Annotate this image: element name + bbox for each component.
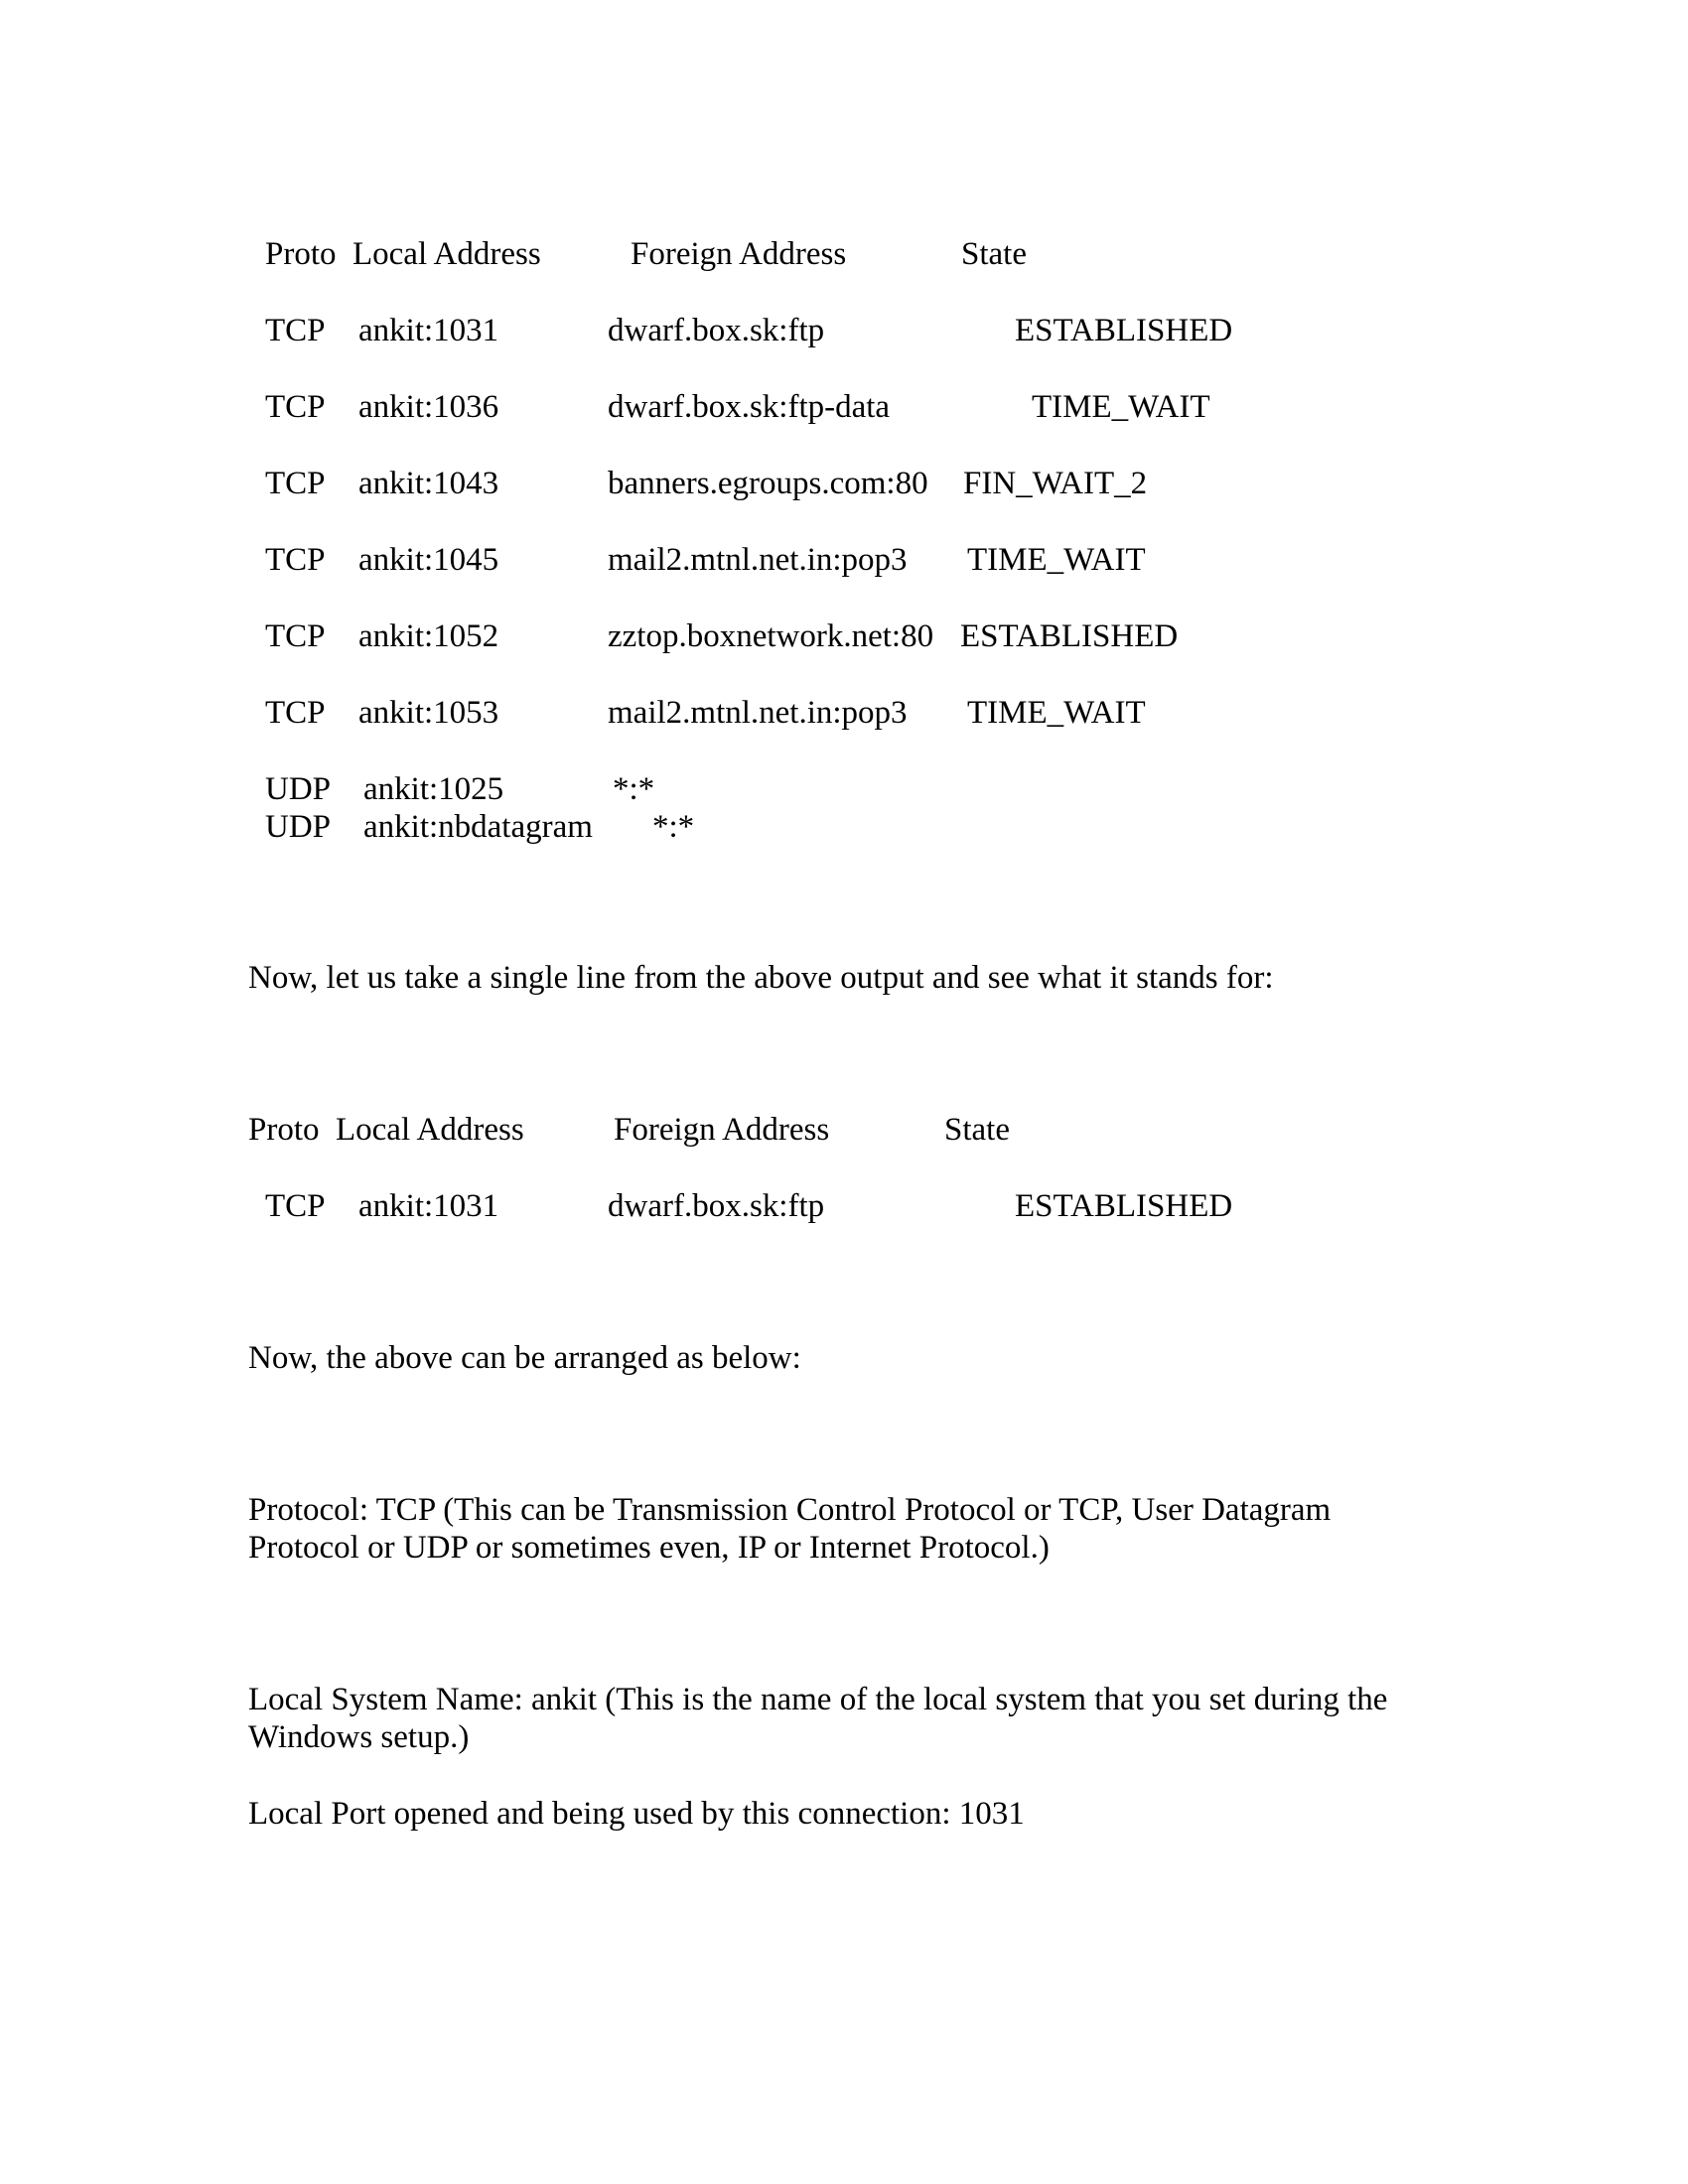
cell-foreign-address: banners.egroups.com:80 bbox=[608, 466, 928, 501]
cell-proto: TCP bbox=[265, 618, 326, 654]
cell-local-address: ankit:nbdatagram bbox=[363, 809, 593, 845]
cell-local-address: ankit:1031 bbox=[358, 1188, 499, 1224]
cell-foreign-address: dwarf.box.sk:ftp-data bbox=[608, 389, 891, 425]
cell-state: FIN_WAIT_2 bbox=[963, 466, 1148, 501]
header-state: State bbox=[944, 1112, 1010, 1148]
cell-foreign-address: mail2.mtnl.net.in:pop3 bbox=[608, 542, 908, 578]
header-local-address: Local Address bbox=[352, 236, 541, 272]
cell-proto: TCP bbox=[265, 695, 326, 731]
header-local-address: Local Address bbox=[336, 1112, 524, 1148]
cell-foreign-address: *:* bbox=[613, 771, 655, 807]
cell-local-address: ankit:1036 bbox=[358, 389, 499, 425]
cell-foreign-address: *:* bbox=[652, 809, 695, 845]
cell-proto: TCP bbox=[265, 389, 326, 425]
arranged-intro-paragraph: Now, the above can be arranged as below: bbox=[248, 1340, 801, 1376]
cell-proto: UDP bbox=[265, 771, 332, 807]
cell-proto: TCP bbox=[265, 466, 326, 501]
cell-proto: TCP bbox=[265, 542, 326, 578]
cell-state: TIME_WAIT bbox=[967, 542, 1146, 578]
header-proto: Proto bbox=[248, 1112, 320, 1148]
header-state: State bbox=[961, 236, 1027, 272]
header-foreign-address: Foreign Address bbox=[631, 236, 847, 272]
header-foreign-address: Foreign Address bbox=[614, 1112, 830, 1148]
intro-paragraph: Now, let us take a single line from the above output and see what it stands for: bbox=[248, 960, 1274, 996]
local-port-paragraph: Local Port opened and being used by this connection: 1031 bbox=[248, 1796, 1025, 1832]
cell-state: TIME_WAIT bbox=[967, 695, 1146, 731]
cell-local-address: ankit:1052 bbox=[358, 618, 499, 654]
cell-local-address: ankit:1043 bbox=[358, 466, 499, 501]
cell-proto: UDP bbox=[265, 809, 332, 845]
cell-local-address: ankit:1025 bbox=[363, 771, 504, 807]
header-proto: Proto bbox=[265, 236, 337, 272]
cell-state: TIME_WAIT bbox=[1032, 389, 1210, 425]
cell-foreign-address: zztop.boxnetwork.net:80 bbox=[608, 618, 934, 654]
local-system-line-2: Windows setup.) bbox=[248, 1719, 470, 1755]
cell-state: ESTABLISHED bbox=[960, 618, 1179, 654]
protocol-line-2: Protocol or UDP or sometimes even, IP or Internet Protocol.) bbox=[248, 1530, 1050, 1566]
cell-local-address: ankit:1031 bbox=[358, 313, 499, 348]
cell-state: ESTABLISHED bbox=[1015, 1188, 1233, 1224]
cell-proto: TCP bbox=[265, 313, 326, 348]
cell-foreign-address: dwarf.box.sk:ftp bbox=[608, 313, 825, 348]
local-system-line-1: Local System Name: ankit (This is the name of the local system that you set during the bbox=[248, 1682, 1388, 1717]
cell-local-address: ankit:1053 bbox=[358, 695, 499, 731]
cell-state: ESTABLISHED bbox=[1015, 313, 1233, 348]
protocol-line-1: Protocol: TCP (This can be Transmission Control Protocol or TCP, User Datagram bbox=[248, 1492, 1332, 1528]
cell-local-address: ankit:1045 bbox=[358, 542, 499, 578]
cell-proto: TCP bbox=[265, 1188, 326, 1224]
cell-foreign-address: mail2.mtnl.net.in:pop3 bbox=[608, 695, 908, 731]
cell-foreign-address: dwarf.box.sk:ftp bbox=[608, 1188, 825, 1224]
